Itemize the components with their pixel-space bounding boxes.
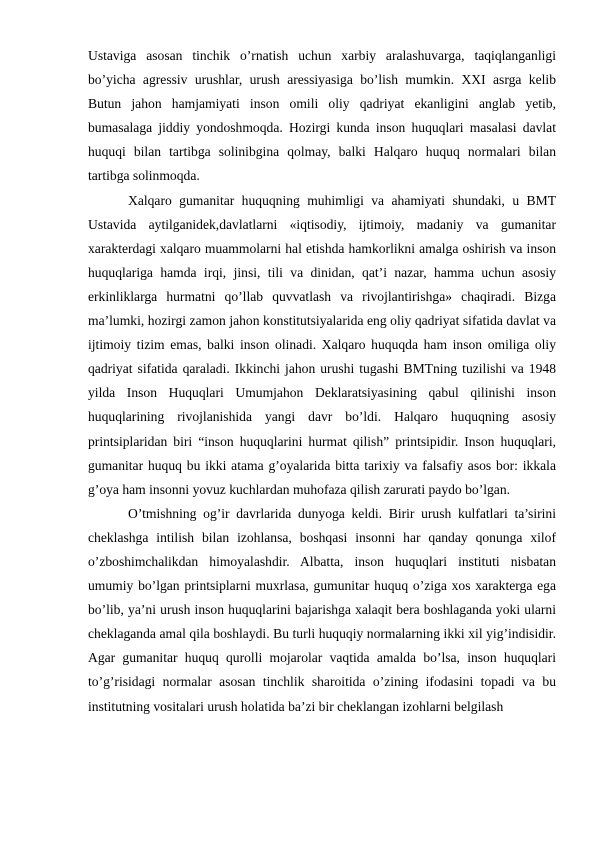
paragraph-2: Xalqaro gumanitar huquqning muhimligi va ahamiyati shundaki, u BMT Ustavida aytilganidek,davlatlarni «iqtisodiy, ijtimoiy, madaniy va gumanitar xarakterdagi xalqaro muammolarni hal etishda hamkorlikni amalga oshirish va inson huquqlariga hamda irqi, jinsi, tili va dinidan, qat’i nazar, hamma uchun asosiy erkinliklarga hurmatni qo’llab quvvatlash va rivojlantirishga» chaqiradi. Bizga ma’lumki, hozirgi zamon jahon konstitutsiyalarida eng oliy qadriyat sifatida davlat va ijtimoiy tizim emas, balki inson olinadi. Xalqaro huquqda ham inson omiliga oliy qadriyat sifatida qaraladi. Ikkinchi jahon urushi tugashi BMTning tuzilishi va 1948 yilda Inson Huquqlari Umumjahon Deklaratsiyasining qabul qilinishi inson huquqlarining rivojlanishida yangi davr bo’ldi. Halqaro huquqning asosiy printsiplaridan biri “inson huquqlarini hurmat qilish” printsipidir. Inson huquqlari, gumanitar huquq bu ikki atama g’oyalarida bitta tarixiy va falsafiy asos bor: ikkala g’oya ham insonni yovuz kuchlardan muhofaza qilish zarurati paydo bo’lgan. <box>88 192 556 497</box>
paragraph-3: O’tmishning og’ir davrlarida dunyoga keldi. Birir urush kulfatlari ta’sirini cheklashga intilish bilan izohlansa, boshqasi insonni har qanday qonunga xilof o’zboshimchalikdan himoyalashdir. Albatta, inson huquqlari instituti nisbatan umumiy bo’lgan printsiplarni muxrlasa, gumunitar huquq o’ziga xos xarakterga ega bo’lib, ya’ni urush inson huquqlarini bajarishga xalaqit bera boshlaganda yoki ularni cheklaganda amal qila boshlaydi. Bu turli huquqiy normalarning ikki xil yig’indisidir. Agar gumanitar huquq qurolli mojarolar vaqtida amalda bo’lsa, inson huquqlari to’g’risidagi normalar asosan tinchlik sharoitida o’zining ifodasini topadi va bu institutning vositalari urush holatida ba’zi bir cheklangan izohlarni belgilash <box>88 505 556 714</box>
paragraph-1: Ustaviga asosan tinchik o’rnatish uchun xarbiy aralashuvarga, taqiqlanganligi bo’yicha agressiv urushlar, urush aressiyasiga bo’lish mumkin. XXI asrga kelib Butun jahon hamjamiyati inson omili oliy qadriyat ekanligini anglab yetib, bumasalaga jiddiy yondoshmoqda. Hozirgi kunda inson huquqlari masalasi davlat huquqi bilan tartibga solinibgina qolmay, balki Halqaro huquq normalari bilan tartibga solinmoqda. <box>88 48 556 184</box>
document-page <box>88 44 556 719</box>
